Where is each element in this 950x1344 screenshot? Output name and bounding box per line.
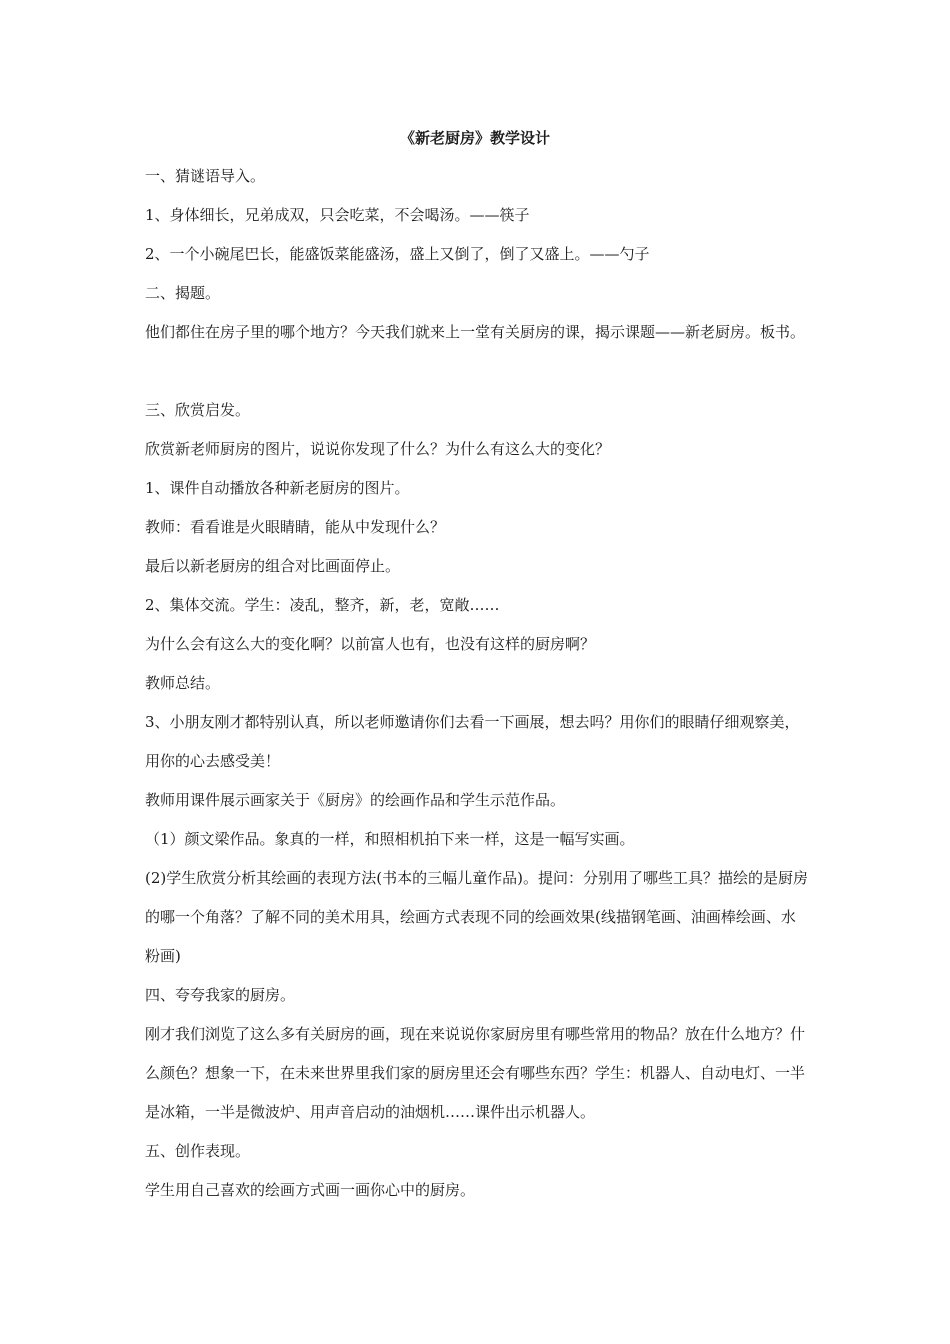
section-heading-2: 二、揭题。 [145, 284, 221, 302]
riddle-1: 1、身体细长，兄弟成双，只会吃菜，不会喝汤。——筷子 [145, 206, 530, 224]
paragraph-teacher-summary: 教师总结。 [145, 674, 221, 692]
paragraph-appreciate: 欣赏新老师厨房的图片，说说你发现了什么？为什么有这么大的变化？ [145, 440, 611, 458]
paragraph-topic-reveal: 他们都住在房子里的哪个地方？今天我们就来上一堂有关厨房的课，揭示课题——新老厨房。板书。 [145, 323, 806, 341]
paragraph-my-kitchen: 刚才我们浏览了这么多有关厨房的画，现在来说说你家厨房里有哪些常用的物品？放在什么地方？什么颜色？想象一下，在未来世界里我们家的厨房里还会有哪些东西？学生：机器人、自动电灯、一半是冰箱，一半是微波炉、用声音启动的油烟机……课件出示机器人。 [145, 1025, 806, 1121]
paragraph-discussion: 2、集体交流。学生：凌乱，整齐，新，老，宽敞…… [145, 596, 500, 614]
section-heading-3: 三、欣赏启发。 [145, 401, 251, 419]
paragraph-creation: 学生用自己喜欢的绘画方式画一画你心中的厨房。 [145, 1181, 476, 1199]
section-heading-5: 五、创作表现。 [145, 1142, 251, 1160]
paragraph-courseware: 教师用课件展示画家关于《厨房》的绘画作品和学生示范作品。 [145, 791, 566, 809]
paragraph-slideshow: 1、课件自动播放各种新老厨房的图片。 [145, 479, 410, 497]
document-title: 《新老厨房》教学设计 [399, 129, 550, 147]
paragraph-question: 为什么会有这么大的变化啊？以前富人也有，也没有这样的厨房啊？ [145, 635, 596, 653]
paragraph-teacher-prompt: 教师：看看谁是火眼睛睛，能从中发现什么？ [145, 518, 446, 536]
section-heading-1: 一、猜谜语导入。 [145, 167, 266, 185]
riddle-2: 2、一个小碗尾巴长，能盛饭菜能盛汤，盛上又倒了，倒了又盛上。——勺子 [145, 245, 650, 263]
paragraph-compare: 最后以新老厨房的组合对比画面停止。 [145, 557, 401, 575]
paragraph-exhibition: 3、小朋友刚才都特别认真，所以老师邀请你们去看一下画展，想去吗？用你们的眼睛仔细观察美，用你的心去感受美！ [145, 713, 800, 770]
paragraph-artwork-1: （1）颜文梁作品。象真的一样，和照相机拍下来一样，这是一幅写实画。 [145, 830, 635, 848]
section-heading-4: 四、夸夸我家的厨房。 [145, 986, 296, 1004]
paragraph-artwork-2: (2)学生欣赏分析其绘画的表现方法(书本的三幅儿童作品)。提问：分别用了哪些工具？描绘的是厨房的哪一个角落？了解不同的美术用具，绘画方式表现不同的绘画效果(线描钢笔画、油画棒绘画、水粉画) [145, 869, 808, 965]
